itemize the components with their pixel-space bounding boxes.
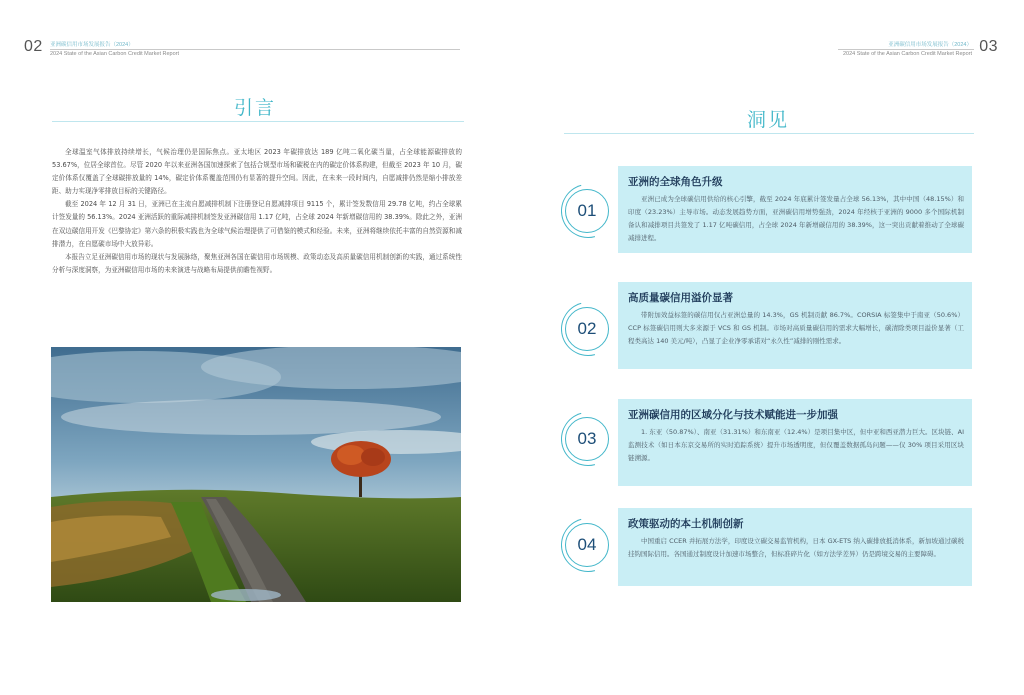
header-divider: [50, 49, 460, 50]
introduction-text: [52, 146, 462, 277]
insight-text: [628, 309, 964, 348]
header-divider: [838, 49, 974, 50]
insight-text: 亚洲已成为全球碳信用供给的核心引擎，截至 2024 年底累计签发量占全球 56.13%，其中中国（48.15%）和印度（23.23%）主导市场。动态发展趋势方面，亚洲碳信用增势强劲，2024 年经核于亚洲的 9000 多个国际机制备认和减排项目共签发了 1.17 亿吨碳信用，占全球 2024 年新增碳信用的 38.39%，这一突出贡献着推动了全球碳减排进程。: [628, 195, 964, 242]
insight-number: 01: [565, 189, 609, 233]
insight-text: [628, 426, 964, 465]
title-underline: [564, 133, 974, 134]
insight-card: [618, 282, 972, 369]
insight-card: [618, 508, 972, 586]
right-page: [512, 0, 1024, 695]
insight-title: 政策驱动的本土机制创新: [628, 518, 744, 530]
page-title: 引言: [233, 97, 276, 119]
insight-title: 亚洲的全球角色升级: [628, 176, 723, 188]
title-underline: [52, 121, 464, 122]
insight-title: 高质量碳信用溢价显著: [628, 292, 733, 304]
header-cn: 亚洲碳信用市场发展报告（2024）: [50, 42, 134, 48]
insight-text: [628, 193, 964, 245]
paragraph: 本报告立足亚洲碳信用市场的现状与发展脉络，聚焦亚洲各国在碳信用市场规模、政策动态及高质量碳信用机制创新的实践，通过系统性分析与深度洞察，为亚洲碳信用市场的未来演进与战略布局提供前瞻性视野。: [52, 252, 462, 274]
header-en: 2024 State of the Asian Carbon Credit Market Report: [842, 51, 972, 57]
page-title: 洞见: [746, 109, 789, 131]
page-number: 03: [979, 38, 998, 55]
insight-text: 1. 东亚（50.87%）、南亚（31.31%）和东南亚（12.4%）是项目集中区，但中亚和西亚潜力巨大。区块链、AI 监测技术（如日本东京交易所的实时追踪系统）提升市场透明度，但仅覆盖数据孤岛问题——仅 30% 项目采用区块链溯源。: [628, 428, 964, 462]
insight-card: [618, 399, 972, 486]
landscape-photo: [51, 347, 461, 602]
insight-number: 03: [565, 417, 609, 461]
running-header: [50, 41, 179, 59]
header-cn: 亚洲碳信用市场发展报告（2024）: [888, 42, 972, 48]
paragraph: 全球温室气体排放持续增长，气候治理仍是国际焦点。亚太地区 2023 年碳排放达 189 亿吨二氧化碳当量，占全球能源碳排放的 53.67%，位居全球首位。尽管 2020 年以来亚洲各国加速探索了包括合规型市场和碳税在内的碳定价体系构建，但截至 2023 年 10 月，碳定价体系仅覆盖了全球碳排放量的 14%，碳定价体系覆盖范围仍有显著的提升空间。因此，在未来一段时间内，自愿减排仍然是缩小排放差距、助力实现净零排放目标的关键路径。: [52, 148, 462, 196]
insight-title: 亚洲碳信用的区域分化与技术赋能进一步加强: [628, 409, 838, 421]
insight-number: 02: [565, 307, 609, 351]
insight-text: 中国重启 CCER 并拓展方法学，印度设立碳交易监管机构，日本 GX-ETS 纳入碳排放抵消体系，新加坡通过碳税挂钩国际信用。各国通过制度设计加速市场整合，但标准碎片化（如方法学差异）仍是跨境交易的主要障碍。: [628, 537, 964, 558]
insight-text: 带附加效益标签的碳信用仅占亚洲总量的 14.3%，GS 机制贡献 86.7%。CORSIA 标签集中于南亚（50.6%）CCP 标签碳信用则大多来源于 VCS 和 GS 机制。市场对高质量碳信用的需求大幅增长，碳清除类项目溢价显著（工程类高达 140 美元/吨），凸显了企业净零承诺对“永久性”减排的刚性需求。: [628, 311, 964, 345]
page-number: 02: [24, 38, 43, 55]
insight-text: [628, 535, 964, 561]
insight-number: 04: [565, 523, 609, 567]
paragraph: 截至 2024 年 12 月 31 日，亚洲已在主流自愿减排机制下注册登记自愿减排项目 9115 个，累计签发数信用 29.78 亿吨，约占全球累计签发量的 56.13%。2024 亚洲活跃的重际减排机制签发亚洲碳信用 1.17 亿吨，占全球 2024 年新增碳信用的 38.39%。除此之外，亚洲在双边碳信用开发《巴黎协定》第六条的积极实践也为全球气候治理提供了可借鉴的模式和经验。未来，亚洲将继续依托丰富的自然资源和减排潜力，在自愿碳市场中大放异彩。: [52, 200, 462, 248]
header-en: 2024 State of the Asian Carbon Credit Market Report: [50, 51, 180, 57]
insight-card: [618, 166, 972, 253]
running-header: [843, 41, 972, 59]
